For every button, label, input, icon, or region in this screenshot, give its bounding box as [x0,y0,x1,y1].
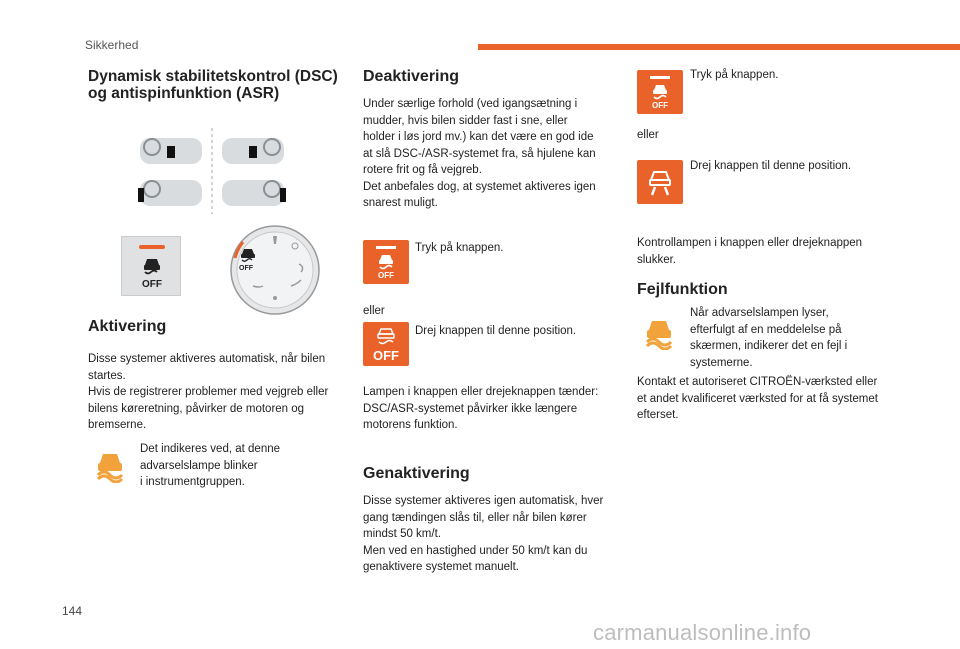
badge-car-skid-icon [377,252,395,270]
watermark: carmanualsonline.info [593,620,812,645]
header-accent-bar [478,44,960,50]
car-skid-icon [141,255,163,277]
badge-off-large-label: OFF [373,348,399,363]
reactivation-heading: Genaktivering [363,465,470,482]
col3-car-skid-icon [651,82,669,100]
turn-knob-text: Drej knappen til denne position. [415,325,577,337]
dashboard-right-top-icon [222,138,284,164]
activation-heading: Aktivering [88,318,167,335]
lamp-text: Lampen i knappen eller drejeknappen tænder: DSC/ASR-systemet påvirker ikke længere motorens funktion. [363,386,599,431]
road-icon [646,168,674,196]
off-knob-badge [363,322,409,366]
indicator-text: Det indikeres ved, at denne advarselslampe blinker i instrumentgruppen. [140,443,281,488]
fault-icon-text: Når advarselslampen lyser, efterfulgt af en meddelelse på skærmen, indikerer det en fejl i systemerne. [690,307,848,369]
button-off-label: OFF [142,279,162,290]
page-number: 144 [62,604,83,618]
activation-text: Disse systemer aktiveres automatisk, når bilen startes. Hvis de registrerer problemer med vejgreb eller bilens køreretning, påvirker de motoren og bremserne. [88,353,329,431]
control-illustrations [121,224,321,314]
badge-off-label: OFF [378,271,394,280]
fault-heading: Fejlfunktion [637,281,728,298]
page-title: Dynamisk stabilitetskontrol (DSC) og antispinfunktion (ASR) [88,68,338,102]
deactivation-text: Under særlige forhold (ved igangsætning i mudder, hvis bilen sidder fast i sne, eller holder i løs jord mv.) kan det være en god ide at slå DSC-/ASR-systemet fra, så hjulene kan rotere frit og få vejgreb. Det anbefales dog, at systemet aktiveres igen snarest muligt. [363,98,596,209]
col3-badge-off-label: OFF [652,101,668,110]
deactivation-heading: Deaktivering [363,68,460,85]
dashboard-position-diagram [138,128,298,214]
or-text: eller [363,305,385,317]
press-button-text: Tryk på knappen. [415,242,504,254]
dsc-off-button [121,236,181,296]
dashboard-left-top-icon [140,138,202,164]
warning-skid-icon [92,447,128,483]
dashboard-left-bottom-icon [138,180,202,206]
col3-press-button-text: Tryk på knappen. [690,69,779,81]
fault-text: Kontakt et autoriseret CITROËN-værksted eller et andet kvalificeret værksted for at få systemet efterset. [637,376,878,421]
badge-car-skid-icon-2 [376,326,396,346]
drive-mode-knob [229,224,321,316]
off-button-badge [363,240,409,284]
reactivation-text: Disse systemer aktiveres igen automatisk, hver gang tændingen slås til, eller når bilen kører mindst 50 km/t. Men ved en hastighed under 50 km/t kan du genaktivere systemet manuelt. [363,495,604,573]
knob-off-label: OFF [239,265,253,272]
lamp-off-text: Kontrollampen i knappen eller drejeknappen slukker. [637,237,863,266]
section-label: Sikkerhed [85,38,139,52]
col3-knob-badge [637,160,683,204]
col3-or-text: eller [637,129,659,141]
dashboard-right-bottom-icon [222,180,286,206]
col3-off-button-badge [637,70,683,114]
fault-warning-icon [641,314,677,350]
col3-turn-knob-text: Drej knappen til denne position. [690,160,852,172]
